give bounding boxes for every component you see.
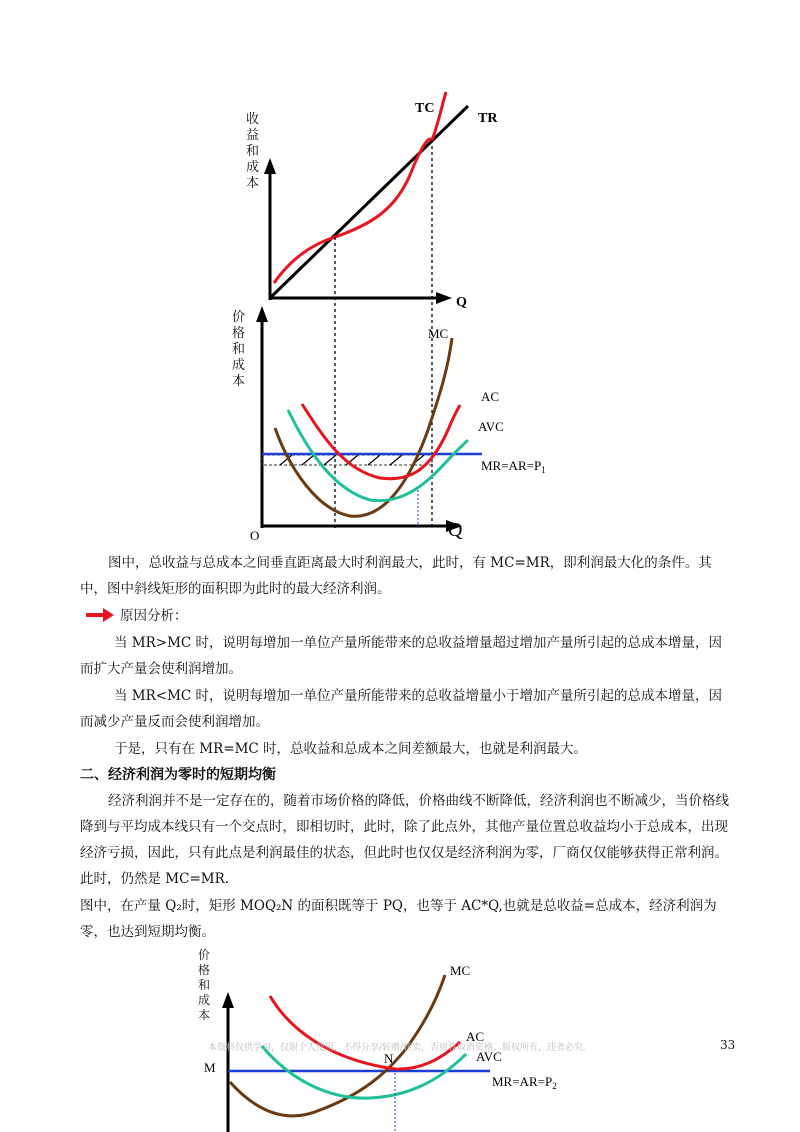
fig2-y-label: 价格和成本 <box>232 310 246 389</box>
page-number: 33 <box>720 1038 736 1052</box>
section2-paragraph1: 经济利润并不是一定存在的，随着市场价格的降低，价格曲线不断降低，经济利润也不断减少，当价格线降到与平均成本线只有一个交点时，即相切时，此时，除了此点外，其他产量位置总收益均小于总成本，出现经济亏损，因此，只有此点是利润最佳的状态，但此时也仅仅是经济利润为零，厂商仅仅能够获得正常利润。此时，仍然是 MC=MR. <box>80 793 729 887</box>
section2-paragraph2: 图中，在产量 Q₂时，矩形 MOQ₂N 的面积既等于 PQ，也等于 AC*Q,也就是总收益=总成本，经济利润为零，也达到短期均衡。 <box>80 898 717 940</box>
section2-heading: 二、经济利润为零时的短期均衡 <box>80 767 276 783</box>
fig2-y-arrow <box>256 306 268 322</box>
tr-line <box>270 106 468 298</box>
fig3-n-label: N <box>384 1051 394 1066</box>
fig3-ac-label: AC <box>466 1029 485 1044</box>
fig2-mc-label: MC <box>428 326 449 341</box>
fig2-mc-curve <box>275 338 452 516</box>
fig2-q-label: Q <box>448 519 463 541</box>
tr-label: TR <box>478 111 498 126</box>
fig1-q-label: Q <box>456 295 467 310</box>
fig2-price-label: $MR=AR=P_1$ <box>481 458 546 475</box>
section1-paragraph1: 图中，总收益与总成本之间垂直距离最大时利润最大，此时，有 MC=MR，即利润最大化的条件。其中，图中斜线矩形的面积即为此时的最大经济利润。 <box>80 555 712 597</box>
fig2-avc-label: AVC <box>478 419 504 434</box>
tc-label: TC <box>415 101 435 116</box>
fig1-x-arrow <box>436 292 452 304</box>
copyright-notice: 本资料仅供学习，仅限个人使用，不得分享/转赠/转卖，否则将取消资格，版权所有，违者必究。 <box>207 1043 593 1053</box>
fig1-y-arrow <box>264 158 276 174</box>
fig3-price-label: $MR=AR=P_2$ <box>492 1074 557 1091</box>
tc-curve <box>274 92 446 283</box>
fig2-ac-curve <box>302 404 460 479</box>
fig3-m-label: M <box>204 1060 216 1075</box>
conclusion: 于是，只有在 MR=MC 时，总收益和总成本之间差额最大，也就是利润最大。 <box>114 741 588 757</box>
red-arrow-icon <box>86 608 114 622</box>
fig1-y-label: 收益和成本 <box>246 112 260 191</box>
fig3-y-label: 价格和成本 <box>198 948 211 1022</box>
reason-mr-greater-mc: 当 MR>MC 时，说明每增加一单位产量所能带来的总收益增量超过增加产量所引起的总成本增量，因而扩大产量会使利润增加。 <box>80 635 723 677</box>
reason-mr-less-mc: 当 MR<MC 时，说明每增加一单位产量所能带来的总收益增量小于增加产量所引起的总成本增量，因而减少产量反而会使利润增加。 <box>80 688 723 730</box>
fig3-mc-label: MC <box>450 963 471 978</box>
fig2-origin-label: O <box>250 528 260 543</box>
fig3-y-arrow <box>222 992 234 1008</box>
fig2-ac-label: AC <box>481 389 500 404</box>
reason-heading: 原因分析： <box>120 608 188 624</box>
fig3-avc-label: AVC <box>476 1049 502 1064</box>
